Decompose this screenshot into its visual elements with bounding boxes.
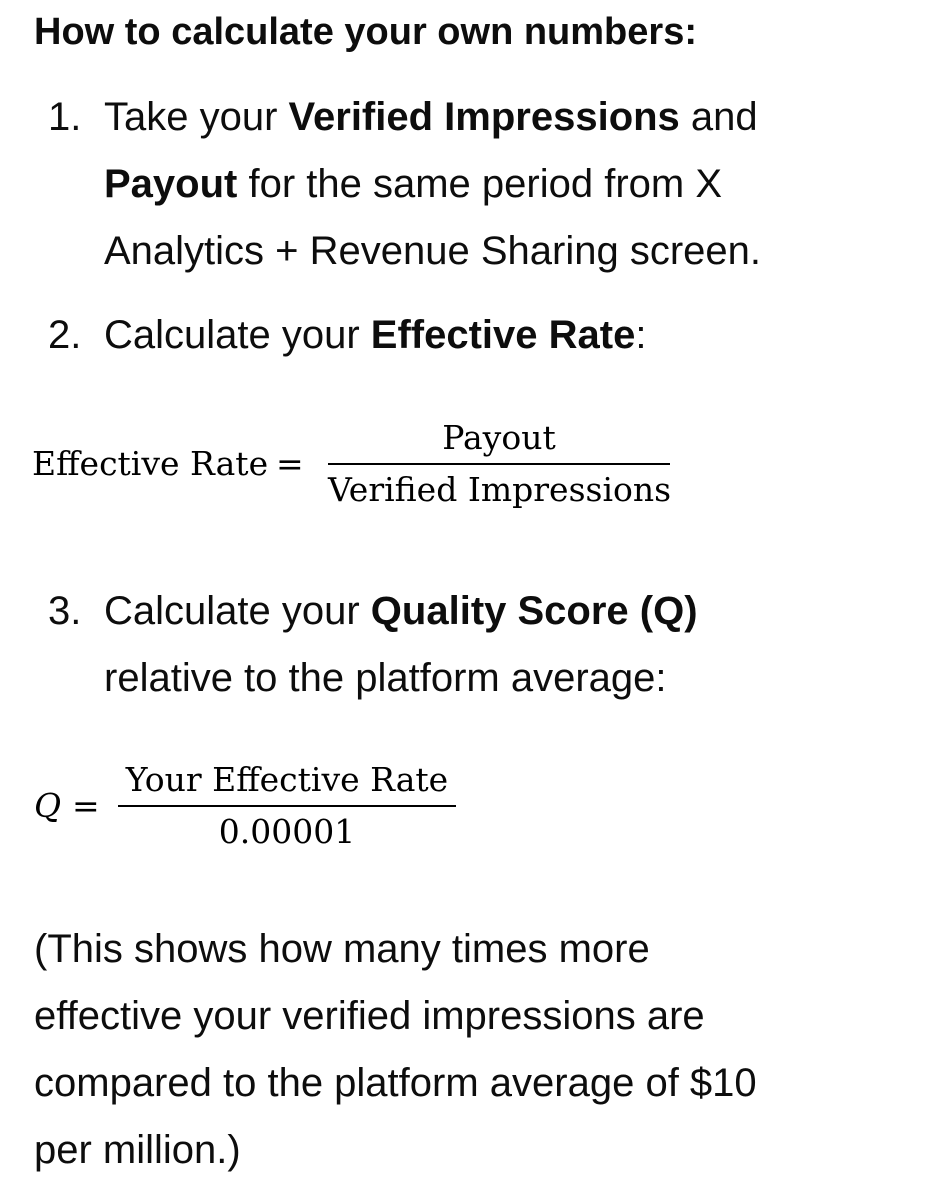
fraction-bar [118, 805, 456, 807]
step-text-regular: Calculate your [104, 313, 371, 357]
step-1 [48, 84, 908, 285]
step-line [104, 302, 646, 369]
step-number: 1. [48, 95, 82, 139]
step-2 [48, 302, 908, 369]
step-text-regular: Analytics + Revenue Sharing screen. [104, 229, 762, 273]
step-text-regular: Calculate your [104, 589, 371, 633]
step-number: 3. [48, 589, 82, 633]
formula-quality-score [32, 758, 492, 858]
formula-numerator: Payout [442, 418, 556, 457]
step-3 [48, 578, 908, 712]
formula-equals: = [276, 444, 304, 483]
note-line: effective your verified impressions are [34, 994, 705, 1038]
explanation-note [34, 916, 914, 1184]
step-number: 2. [48, 313, 82, 357]
step-text-regular: and [679, 95, 758, 139]
step-line [104, 645, 667, 712]
formula-effective-rate [32, 416, 732, 526]
fraction-bar [328, 463, 670, 465]
step-text-bold: Quality Score (Q) [370, 589, 698, 633]
step-text-regular: Take your [104, 95, 289, 139]
formula-denominator: 0.00001 [218, 812, 356, 851]
section-heading: How to calculate your own numbers: [34, 11, 697, 53]
step-line [104, 218, 761, 285]
formula-numerator: Your Effective Rate [125, 760, 449, 799]
step-text-regular: : [635, 313, 647, 357]
formula-lhs: Effective Rate [32, 444, 269, 483]
formula-equals: = [72, 786, 100, 825]
note-line: per million.) [34, 1128, 241, 1172]
step-text-bold: Verified Impressions [288, 95, 680, 139]
step-text-bold: Payout [104, 162, 238, 206]
step-text-bold: Effective Rate [370, 313, 636, 357]
note-line: compared to the platform average of $10 [34, 1061, 757, 1105]
step-text-regular: for the same period from X [237, 162, 723, 206]
step-text-regular: relative to the platform average: [104, 656, 667, 700]
formula-denominator: Verified Impressions [328, 470, 672, 509]
step-line [104, 578, 698, 645]
formula-lhs: Q [34, 786, 62, 825]
note-line: (This shows how many times more [34, 927, 650, 971]
step-line [104, 84, 758, 151]
step-line [104, 151, 722, 218]
